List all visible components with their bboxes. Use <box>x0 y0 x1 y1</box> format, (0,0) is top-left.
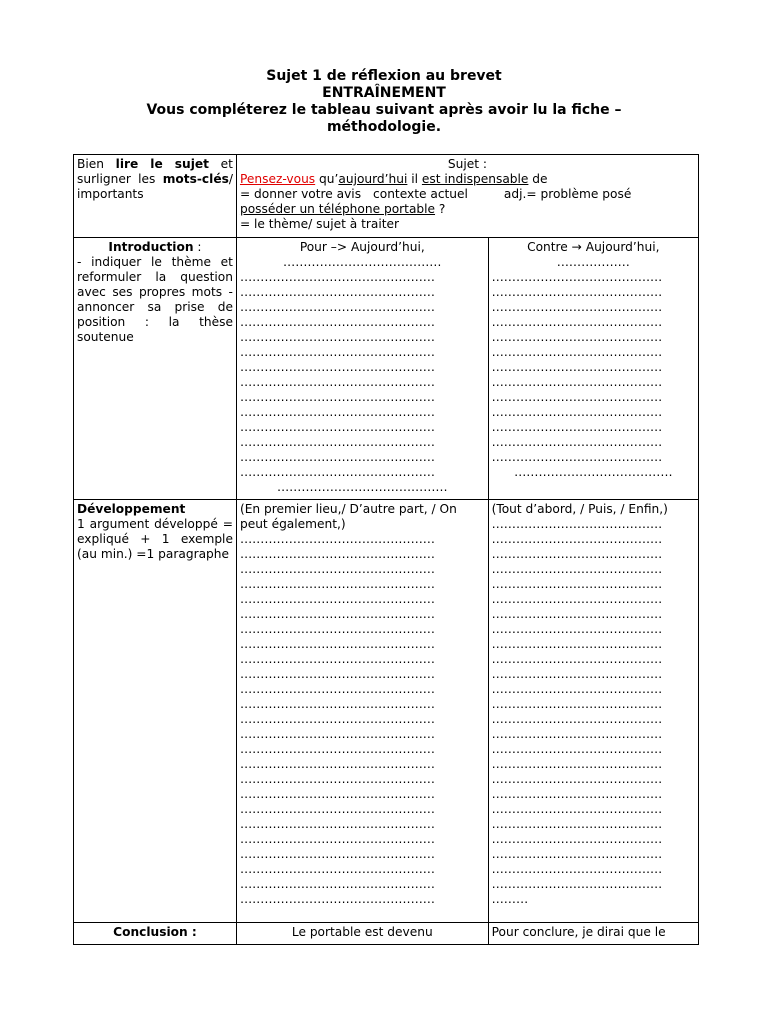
subject-row <box>74 155 699 238</box>
dev-pour-dots: ………………………………………… <box>239 547 435 561</box>
keyword-pensez-vous: Pensez-vous <box>239 172 316 186</box>
subject-instruction-1: Bien <box>77 157 116 171</box>
intro-instruction-cell <box>74 238 237 500</box>
dev-pour-dots: ………………………………………… <box>239 562 435 576</box>
development-row <box>74 500 699 923</box>
intro-pour-dots: ………………………………………… <box>239 420 435 434</box>
dev-pour-heading: (En premier lieu,/ D’autre part, / On peut également,) <box>239 502 457 531</box>
dev-label: Développement <box>77 502 186 516</box>
dev-instruction-cell <box>74 500 237 923</box>
intro-pour-dots: ………………………………… <box>283 255 442 269</box>
dev-contre-dots: …………………………………… <box>491 652 663 666</box>
dev-contre-dots: …………………………………… <box>491 682 663 696</box>
question-text-c: de <box>528 172 548 186</box>
dev-pour-dots: ………………………………………… <box>239 772 435 786</box>
subject-instruction-3: et surligner les <box>77 157 233 186</box>
intro-pour-dots: ………………………………………… <box>239 465 435 479</box>
header-subtitle: ENTRAÎNEMENT <box>322 85 446 101</box>
subject-theme-line <box>240 202 695 217</box>
dev-contre-dots: …………………………………… <box>491 847 663 861</box>
intro-pour-dots: ………………………………………… <box>239 375 435 389</box>
intro-pour-dots: ………………………………………… <box>239 330 435 344</box>
dev-contre-dots: …………………………………… <box>491 772 663 786</box>
intro-label-suffix: : <box>193 240 202 254</box>
intro-pour-dots: ………………………………………… <box>239 345 435 359</box>
intro-pour-dots-last: …………………………………… <box>276 480 448 494</box>
subject-instruction-cell <box>74 155 237 238</box>
question-text-b: il <box>407 172 422 186</box>
dev-contre-dots-last: ……… <box>491 892 529 906</box>
intro-pour-dots: ………………………………………… <box>239 285 435 299</box>
dev-pour-dots: ………………………………………… <box>239 727 435 741</box>
dev-contre-dots: …………………………………… <box>491 712 663 726</box>
intro-contre-cell[interactable] <box>488 238 698 500</box>
dev-contre-dots: …………………………………… <box>491 832 663 846</box>
intro-pour-dots: ………………………………………… <box>239 300 435 314</box>
intro-pour-dots: ………………………………………… <box>239 390 435 404</box>
dev-pour-dots: ………………………………………… <box>239 592 435 606</box>
intro-contre-dots: …………………………………… <box>491 360 663 374</box>
dev-contre-dots: …………………………………… <box>491 817 663 831</box>
question-mark: ? <box>435 202 446 216</box>
dev-pour-dots: ………………………………………… <box>239 652 435 666</box>
worksheet-table <box>73 154 699 945</box>
intro-instruction: - indiquer le thème et reformuler la question avec ses propres mots - annoncer sa prise de position : la thèse soutenue <box>77 255 233 344</box>
dev-pour-lines <box>240 532 485 907</box>
intro-contre-heading: Contre → Aujourd’hui, <box>527 240 660 254</box>
intro-contre-dots: …………………………………… <box>491 300 663 314</box>
intro-contre-dots: ……………… <box>556 255 630 269</box>
header-instruction-end: méthodologie. <box>326 119 442 135</box>
intro-contre-dots: …………………………………… <box>491 420 663 434</box>
dev-contre-dots: …………………………………… <box>491 862 663 876</box>
dev-contre-dots: …………………………………… <box>491 877 663 891</box>
dev-contre-dots: …………………………………… <box>491 697 663 711</box>
dev-pour-dots: ………………………………………… <box>239 577 435 591</box>
dev-pour-dots: ………………………………………… <box>239 682 435 696</box>
dev-contre-dots: …………………………………… <box>491 802 663 816</box>
intro-pour-dots: ………………………………………… <box>239 360 435 374</box>
intro-pour-dots: ………………………………………… <box>239 405 435 419</box>
dev-pour-dots: ………………………………………… <box>239 607 435 621</box>
intro-row <box>74 238 699 500</box>
intro-contre-dots: …………………………………… <box>491 270 663 284</box>
intro-contre-dots: …………………………………… <box>491 345 663 359</box>
subject-notes <box>240 187 695 202</box>
intro-contre-dots: …………………………………… <box>491 435 663 449</box>
dev-contre-cell[interactable] <box>488 500 698 923</box>
intro-pour-heading: Pour –> Aujourd’hui, <box>299 240 425 254</box>
dev-contre-dots: …………………………………… <box>491 622 663 636</box>
intro-contre-dots: …………………………………… <box>491 315 663 329</box>
dev-pour-dots: ………………………………………… <box>239 802 435 816</box>
dev-pour-dots: ………………………………………… <box>239 712 435 726</box>
dev-contre-dots: …………………………………… <box>491 757 663 771</box>
subject-instruction-2: lire le sujet <box>115 157 209 171</box>
conclusion-row <box>74 923 699 945</box>
conclusion-contre-cell[interactable]: Pour conclure, je dirai que le <box>488 923 698 945</box>
dev-pour-dots: ………………………………………… <box>239 817 435 831</box>
conclusion-pour-cell[interactable]: Le portable est devenu <box>236 923 488 945</box>
subject-theme-note: = le thème/ sujet à traiter <box>239 217 400 231</box>
dev-pour-dots: ………………………………………… <box>239 862 435 876</box>
dev-pour-dots: ………………………………………… <box>239 877 435 891</box>
note-contexte: contexte actuel <box>373 187 468 201</box>
question-text-a: qu’ <box>315 172 339 186</box>
dev-pour-dots: ………………………………………… <box>239 742 435 756</box>
document-header <box>0 68 768 136</box>
dev-pour-dots: ………………………………………… <box>239 622 435 636</box>
intro-contre-dots-last: ………………………………… <box>514 465 673 479</box>
dev-pour-dots: ………………………………………… <box>239 757 435 771</box>
dev-contre-dots: …………………………………… <box>491 637 663 651</box>
dev-contre-dots: …………………………………… <box>491 592 663 606</box>
dev-pour-dots: ………………………………………… <box>239 637 435 651</box>
header-title: Sujet 1 de réflexion au brevet <box>266 68 502 84</box>
dev-contre-dots: …………………………………… <box>491 787 663 801</box>
dev-contre-dots: …………………………………… <box>491 532 663 546</box>
keyword-aujourdhui: aujourd’hui <box>338 172 408 186</box>
dev-instruction: 1 argument développé = expliqué + 1 exemple (au min.) =1 paragraphe <box>77 517 233 561</box>
dev-pour-dots: ………………………………………… <box>239 787 435 801</box>
dev-contre-dots: …………………………………… <box>491 577 663 591</box>
keyword-telephone: posséder un téléphone portable <box>239 202 436 216</box>
dev-pour-dots: ………………………………………… <box>239 892 435 906</box>
dev-pour-dots: ………………………………………… <box>239 832 435 846</box>
intro-pour-dots: ………………………………………… <box>239 450 435 464</box>
dev-contre-lines <box>492 517 695 892</box>
conclusion-label: Conclusion : <box>74 923 237 945</box>
dev-contre-heading: (Tout d’abord, / Puis, / Enfin,) <box>491 502 668 516</box>
intro-contre-dots: …………………………………… <box>491 450 663 464</box>
note-avis: = donner votre avis <box>239 187 362 201</box>
dev-pour-dots: ………………………………………… <box>239 667 435 681</box>
dev-contre-dots: …………………………………… <box>491 667 663 681</box>
subject-question <box>240 172 695 187</box>
subject-instruction-5: / importants <box>77 172 233 201</box>
intro-label-line <box>77 240 233 255</box>
dev-contre-dots: …………………………………… <box>491 742 663 756</box>
subject-question-cell <box>236 155 698 238</box>
intro-pour-cell[interactable] <box>236 238 488 500</box>
dev-contre-dots: …………………………………… <box>491 607 663 621</box>
keyword-indispensable: est indispensable <box>421 172 529 186</box>
dev-pour-dots: ………………………………………… <box>239 532 435 546</box>
intro-contre-dots: …………………………………… <box>491 285 663 299</box>
intro-contre-dots: …………………………………… <box>491 375 663 389</box>
dev-pour-dots: ………………………………………… <box>239 847 435 861</box>
intro-pour-dots: ………………………………………… <box>239 435 435 449</box>
dev-pour-dots: ………………………………………… <box>239 697 435 711</box>
dev-pour-cell[interactable] <box>236 500 488 923</box>
intro-label: Introduction <box>108 240 194 254</box>
dev-contre-dots: …………………………………… <box>491 547 663 561</box>
intro-contre-dots: …………………………………… <box>491 390 663 404</box>
intro-contre-dots: …………………………………… <box>491 330 663 344</box>
dev-contre-dots: …………………………………… <box>491 562 663 576</box>
dev-contre-dots: …………………………………… <box>491 517 663 531</box>
subject-title: Sujet : <box>447 157 488 171</box>
note-adjectif: adj.= problème posé <box>503 187 632 201</box>
intro-contre-dots: …………………………………… <box>491 405 663 419</box>
dev-contre-dots: …………………………………… <box>491 727 663 741</box>
subject-instruction-4: mots-clés <box>162 172 229 186</box>
intro-pour-dots: ………………………………………… <box>239 315 435 329</box>
header-instruction: Vous compléterez le tableau suivant après avoir lu la fiche – <box>146 102 622 118</box>
intro-pour-dots: ………………………………………… <box>239 270 435 284</box>
